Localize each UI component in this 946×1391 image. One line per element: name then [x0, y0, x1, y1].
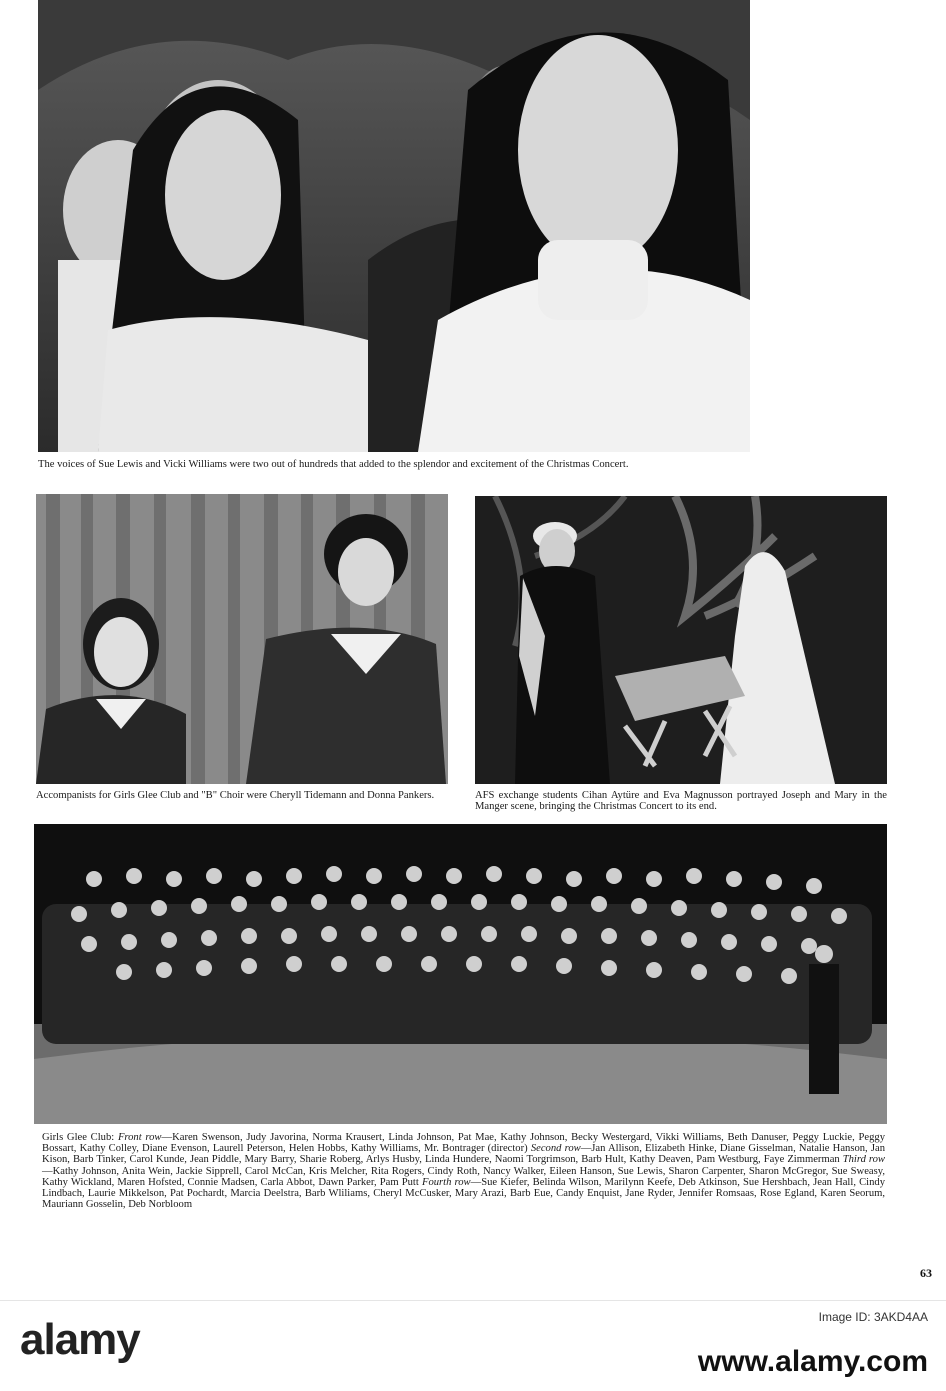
glee-club-roster-caption	[42, 1132, 885, 1210]
manger-scene-photo	[475, 496, 887, 784]
front-row-label: Front row	[117, 1132, 162, 1143]
glee-club-group-photo	[34, 824, 887, 1124]
roster-label: Girls Glee Club:	[42, 1132, 115, 1143]
image-id-text: Image ID: 3AKD4AA	[818, 1310, 928, 1324]
alamy-logo: alamy	[20, 1315, 140, 1364]
second-row-label: Second row	[530, 1143, 581, 1155]
site-url: www.alamy.com	[697, 1345, 928, 1378]
singers-photo	[38, 0, 750, 452]
fourth-row-label: Fourth row	[421, 1176, 471, 1188]
second-row-names: —Jan Allison, Elizabeth Hinke, Diane Gisselman, Natalie Hanson, Jan Kison, Barb Tinker, Carol Kunde, Jean Piddle, Mary Barry, Sharie Roberg, Arlys Husby, Linda Hundere, Naomi Torgrimson, Barb Hult, Kathy Deaven, Pam Westburg, Faye Zimmerman	[42, 1143, 885, 1166]
top-photo-caption: The voices of Sue Lewis and Vicki Williams were two out of hundreds that added to the splendor and excitement of the Christmas Concert.	[38, 459, 629, 470]
third-row-label: Third row	[842, 1154, 886, 1166]
accompanists-caption: Accompanists for Girls Glee Club and "B" Choir were Cheryll Tidemann and Donna Pankers.	[36, 790, 435, 801]
image-id	[819, 1310, 928, 1326]
accompanists-photo	[36, 494, 448, 784]
fourth-row-names: —Sue Kiefer, Belinda Wilson, Marilynn Keefe, Deb Atkinson, Sue Hershbach, Jean Hall, Cindy Lindbach, Laurie Mikkelson, Pat Pochardt, Marcia Deelstra, Barb Wliliams, Cheryl McCusker, Mary Arazi, Barb Eue, Candy Enquist, Jane Ryder, Jennifer Romsaas, Rose Egland, Karen Seorum, Mauriann Gosselin, Deb Norbloom	[42, 1176, 886, 1211]
front-row-names: —Karen Swenson, Judy Javorina, Norma Krausert, Linda Johnson, Pat Mae, Kathy Johnson, Becky Westergard, Vikki Williams, Beth Danuser, Peggy Luckie, Peggy Bossart, Kathy Colley, Diane Evenson, Laurell Peterson, Helen Hobbs, Kathy Williams, Mr. Bontrager (director)	[42, 1132, 885, 1155]
manger-scene-caption: AFS exchange students Cihan Aytüre and Eva Magnusson portrayed Joseph and Mary in the Manger scene, bringing the Christmas Concert to its end.	[475, 790, 887, 813]
third-row-names: —Kathy Johnson, Anita Wein, Jackie Sipprell, Carol McCan, Kris Melcher, Rita Rogers, Cindy Roth, Nancy Walker, Eileen Hanson, Sue Lewis, Sharon Carpenter, Sharon McGregor, Sue Sweasy, Kathy Wickland, Maren Hofsted, Connie Madsen, Carla Abbot, Dawn Parker, Pam Putt	[42, 1165, 885, 1188]
page-number: 63	[920, 1266, 932, 1280]
